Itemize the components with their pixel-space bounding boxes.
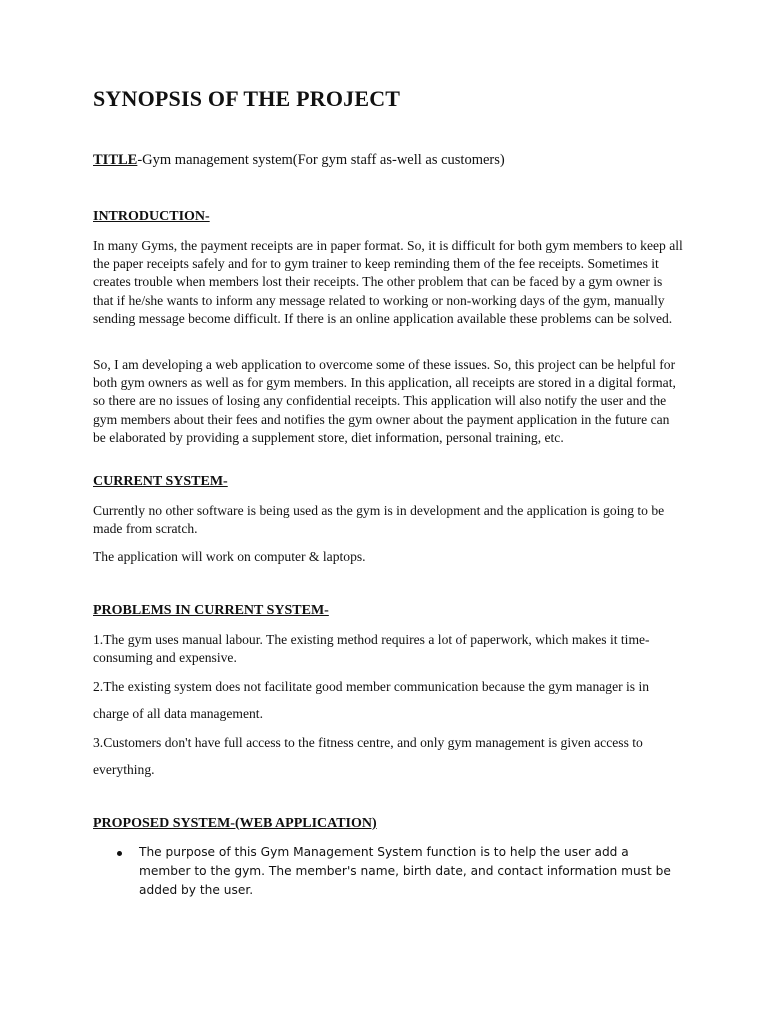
title-text: -Gym management system(For gym staff as-well as customers) bbox=[137, 152, 505, 168]
document-title: SYNOPSIS OF THE PROJECT bbox=[93, 86, 401, 111]
current-system-paragraph-2: The application will work on computer & laptops. bbox=[93, 549, 366, 564]
current-system-heading: CURRENT SYSTEM- bbox=[93, 474, 228, 489]
introduction-paragraph-2: So, I am developing a web application to overcome some of these issues. So, this project can be helpful for both gym owners as well as for gym members. In this application, all receipts are stored in a digital format, so there are no issues of losing any confidential receipts. This application will also notify the user and the gym members about their fees and notifies the gym owner about the payment application in the future can be elaborated by providing a supplement store, diet information, personal training, etc. bbox=[93, 357, 676, 445]
bullet-icon bbox=[117, 851, 122, 856]
title-label: TITLE bbox=[93, 152, 138, 168]
current-system-paragraph-1: Currently no other software is being used as the gym is in development and the application is going to be made from scratch. bbox=[93, 503, 665, 537]
introduction-heading: INTRODUCTION- bbox=[93, 209, 210, 224]
project-title-line bbox=[93, 152, 505, 169]
proposed-system-heading: PROPOSED SYSTEM-(WEB APPLICATION) bbox=[93, 816, 377, 831]
problems-heading: PROBLEMS IN CURRENT SYSTEM- bbox=[93, 603, 329, 618]
introduction-paragraph-1: In many Gyms, the payment receipts are in paper format. So, it is difficult for both gym members to keep all the paper receipts safely and for to gym trainer to keep reminding them of the fee receipts. Sometimes it creates trouble when members lost their receipts. The other problem that can be faced by a gym owner is that if he/she wants to inform any message related to working or non-working days of the gym, manually sending message become difficult. If there is an online application available these problems can be solved. bbox=[93, 238, 683, 326]
list-item-text: The purpose of this Gym Management System function is to help the user add a member to the gym. The member's name, birth date, and contact information must be added by the user. bbox=[139, 845, 671, 897]
list-item bbox=[93, 843, 683, 900]
proposed-system-list bbox=[93, 843, 683, 900]
problem-item-2: 2.The existing system does not facilitate good member communication because the gym manager is in charge of all data management. bbox=[93, 679, 650, 721]
problem-item-1: 1.The gym uses manual labour. The existing method requires a lot of paperwork, which makes it time-consuming and expensive. bbox=[93, 632, 650, 666]
problem-item-3: 3.Customers don't have full access to the fitness centre, and only gym management is given access to everything. bbox=[93, 735, 643, 777]
